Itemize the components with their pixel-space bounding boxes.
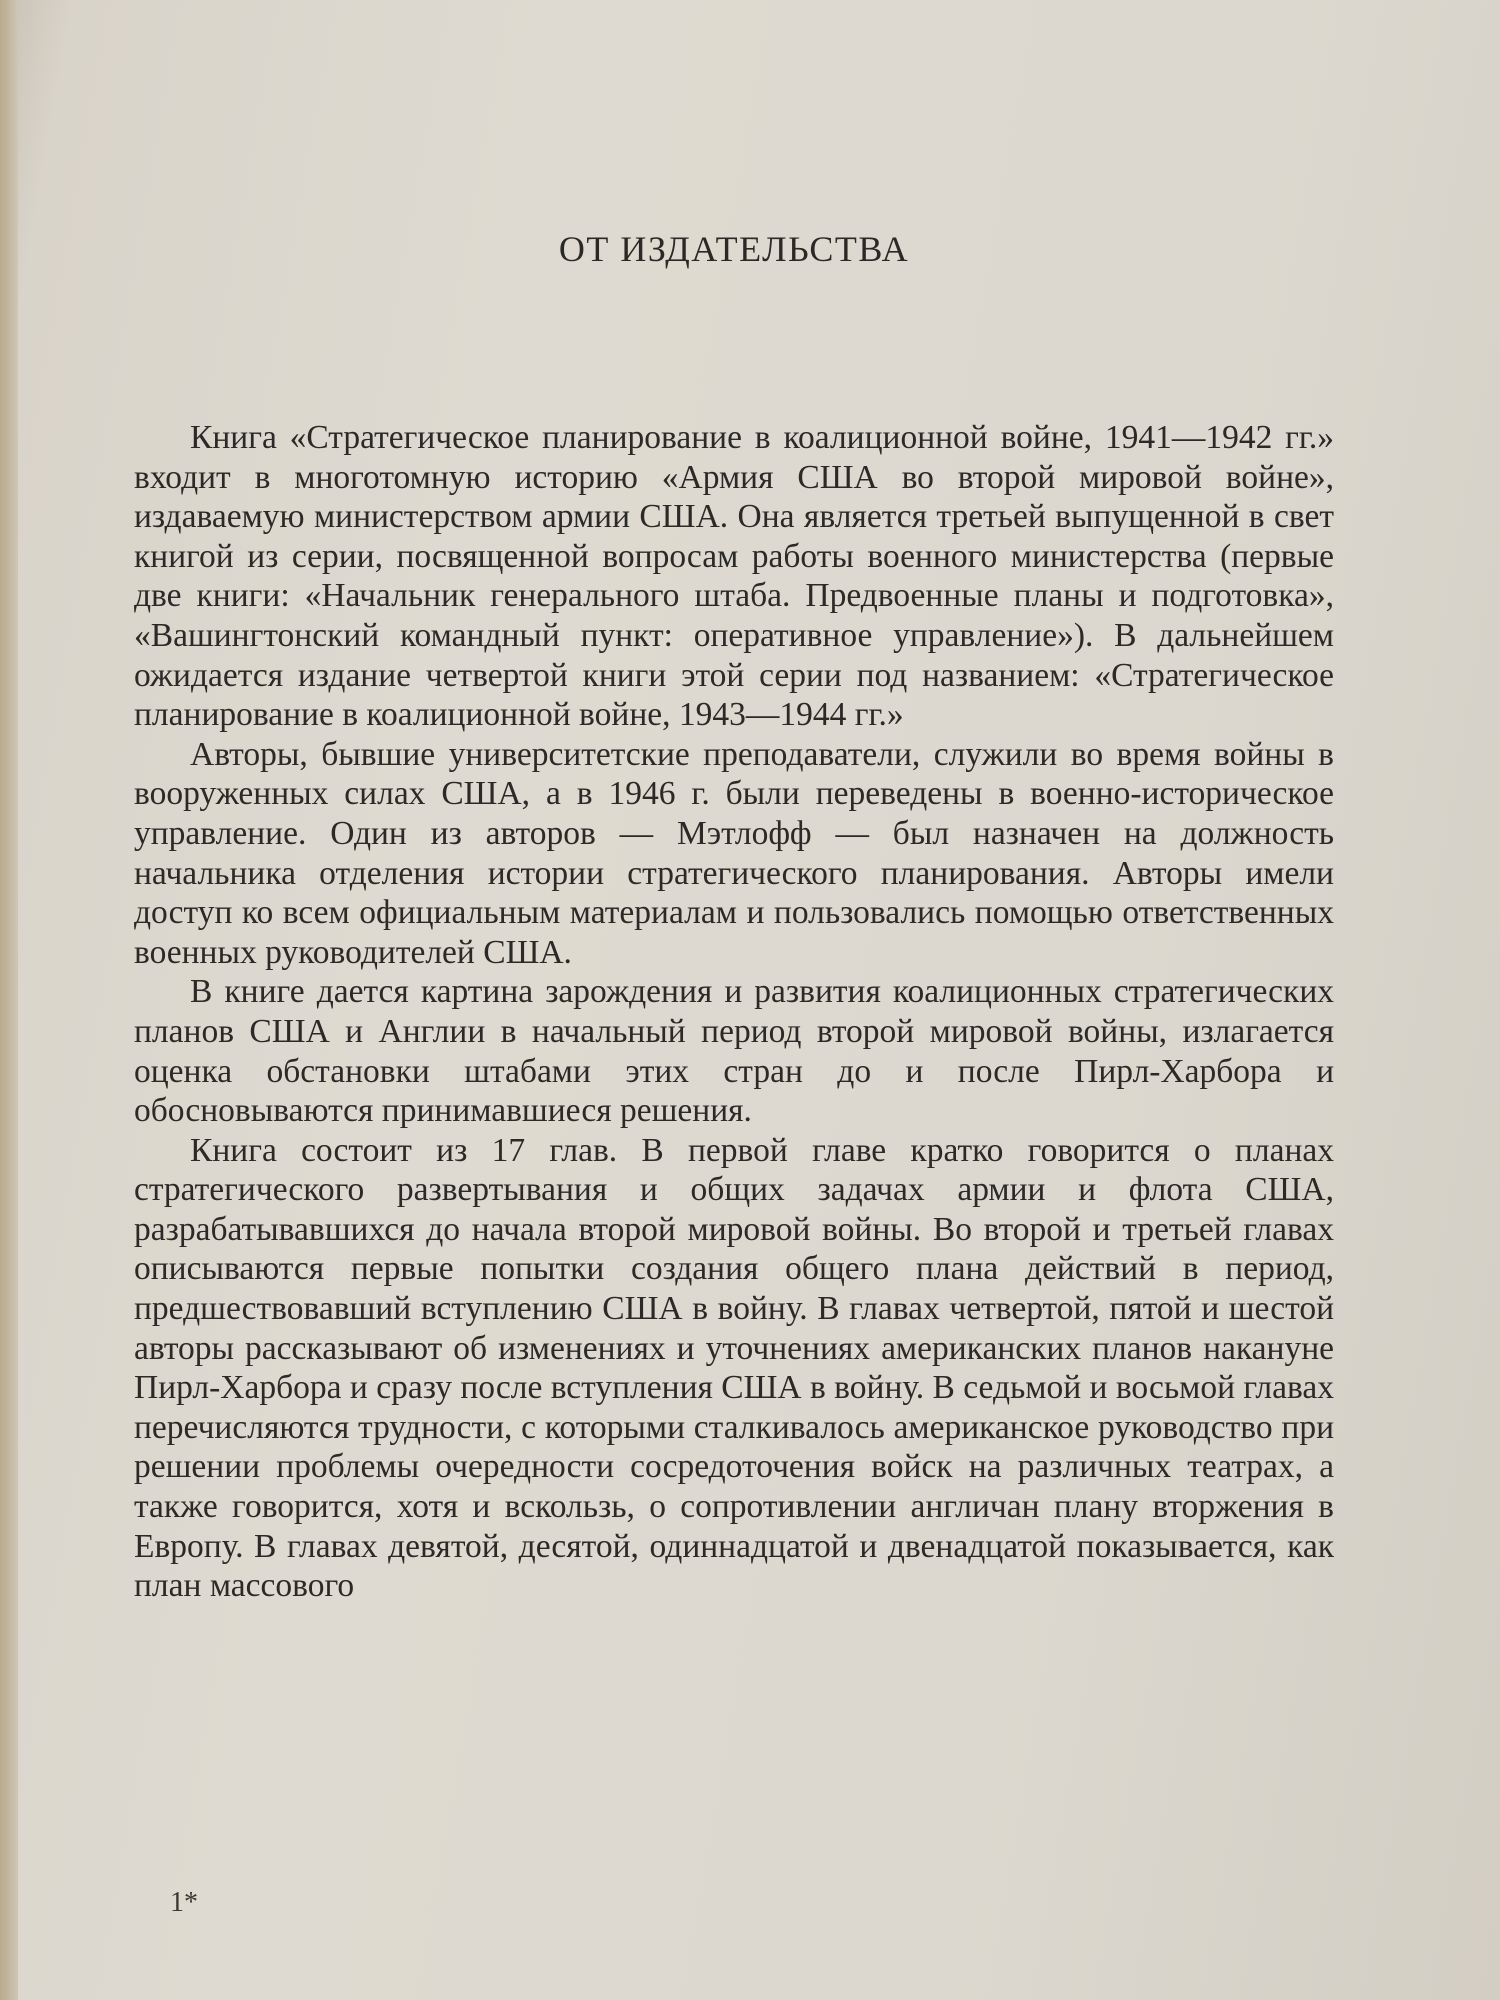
paragraph-1: Книга «Стратегическое планирование в коалиционной войне, 1941—1942 гг.» входит в многотомную историю «Армия США во второй мировой войне», издаваемую министерством армии США. Она является третьей выпущенной в свет книгой из серии, посвященной вопросам работы военного министерства (первые две книги: «Начальник генерального штаба. Предвоенные планы и подготовка», «Вашингтонский командный пункт: оперативное управление»). В дальнейшем ожидается издание четвертой книги этой серии под названием: «Стратегическое планирование в коалиционной войне, 1943—1944 гг.» xyxy=(134,419,1334,734)
paragraph-4: Книга состоит из 17 глав. В первой главе кратко говорится о планах стратегического развертывания и общих задачах армии и флота США, разрабатывавшихся до начала второй мировой войны. Во второй и третьей главах описываются первые попытки создания общего плана действий в период, предшествовавший вступлению США в войну. В главах четвертой, пятой и шестой авторы рассказывают об изменениях и уточнениях американских планов накануне Пирл-Харбора и сразу после вступления США в войну. В седьмой и восьмой главах перечисляются трудности, с которыми сталкивалось американское руководство при решении проблемы очередности сосредоточения войск на различных театрах, а также говорится, хотя и вскользь, о сопротивлении англичан плану вторжения в Европу. В главах девятой, десятой, одиннадцатой и двенадцатой показывается, как план массового xyxy=(134,1131,1335,1605)
printer-signature-mark: 1* xyxy=(170,1887,198,1918)
page-binding-edge xyxy=(0,0,18,2000)
body-text xyxy=(134,418,1334,1606)
paragraph-2: Авторы, бывшие университетские преподаватели, служили во время войны в вооруженных силах США, а в 1946 г. были переведены в военно-историческое управление. Один из авторов — Мэтлофф — был назначен на должность начальника отделения истории стратегического планирования. Авторы имели доступ ко всем официальным материалам и пользовались помощью ответственных военных руководителей США. xyxy=(134,735,1334,971)
paragraph-3: В книге дается картина зарождения и развития коалиционных стратегических планов США и Англии в начальный период второй мировой войны, излагается оценка обстановки штабами этих стран до и после Пирл-Харбора и обосновываются принимавшиеся решения. xyxy=(134,973,1334,1130)
chapter-heading: ОТ ИЗДАТЕЛЬСТВА xyxy=(558,229,910,269)
